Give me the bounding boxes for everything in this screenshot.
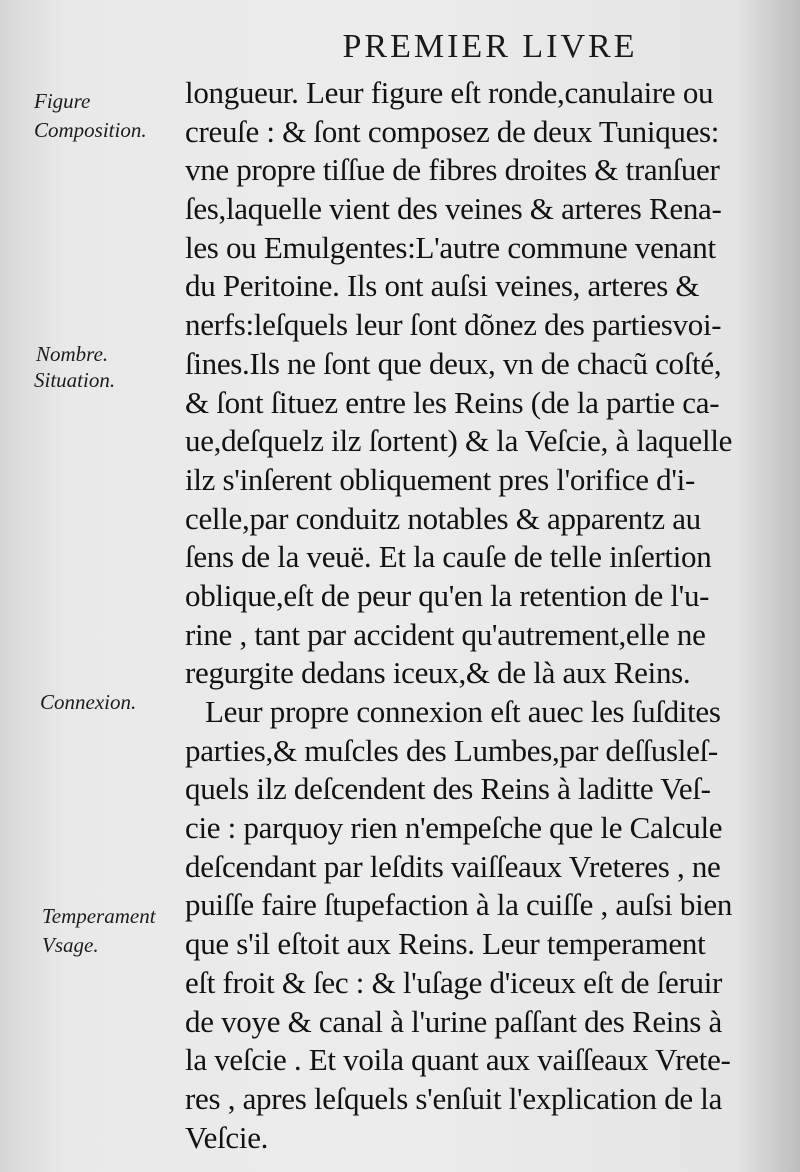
margin-note-situation: Situation.: [34, 368, 116, 392]
running-head: PREMIER LIVRE: [342, 28, 638, 65]
text-line: ue,deſquelz ilz ſortent) & la Veſcie, à laquelle: [185, 423, 733, 459]
text-line: oblique,eſt de peur qu'en la retention de l'u-: [185, 577, 710, 613]
text-line: longueur. Leur figure eſt ronde,canulaire ou: [185, 75, 714, 110]
margin-note-connexion: Connexion.: [40, 690, 137, 714]
text-line-paragraph-start: Leur propre connexion eſt auec les ſuſdites: [205, 694, 721, 729]
text-line: de voye & canal à l'urine paſſant des Reins à: [185, 1003, 722, 1039]
text-line: cie : parquoy rien n'empeſche que le Calcule: [185, 810, 723, 846]
text-line: les ou Emulgentes:L'autre commune venant: [185, 229, 716, 265]
text-line: ſines.Ils ne ſont que deux, vn de chacũ coſté,: [185, 345, 722, 381]
text-line: regurgite dedans iceux,& de là aux Reins.: [185, 655, 691, 691]
text-line: que s'il eſtoit aux Reins. Leur temperament: [185, 926, 706, 962]
body-text: [185, 74, 775, 1157]
text-line: du Peritoine. Ils ont auſsi veines, arteres &: [185, 268, 700, 304]
text-line: ilz s'inſerent obliquement pres l'orifice d'i-: [185, 461, 695, 497]
text-line: ſens de la veuë. Et la cauſe de telle inſertion: [185, 539, 712, 575]
text-line: ſes,laquelle vient des veines & arteres Rena-: [185, 191, 722, 227]
text-line: rine , tant par accident qu'autrement,elle ne: [185, 616, 706, 652]
margin-note-composition: Composition.: [34, 118, 147, 142]
text-line: parties,& muſcles des Lumbes,par deſſusleſ-: [185, 732, 718, 768]
margin-note-vsage: Vsage.: [42, 933, 99, 957]
text-line: la veſcie . Et voila quant aux vaiſſeaux Vrete-: [185, 1042, 731, 1078]
text-line: creuſe : & ſont composez de deux Tuniques:: [185, 113, 720, 149]
text-line: & ſont ſituez entre les Reins (de la partie ca-: [185, 384, 720, 420]
margin-note-nombre: Nombre.: [36, 342, 109, 366]
text-line: deſcendant par leſdits vaiſſeaux Vreteres , ne: [185, 848, 721, 884]
text-line: Veſcie.: [185, 1119, 269, 1155]
text-line: eſt froit & ſec : & l'uſage d'iceux eſt de ſeruir: [185, 964, 723, 1000]
margin-note-figure: Figure: [34, 89, 91, 113]
text-line: puiſſe faire ſtupefaction à la cuiſſe , auſsi bien: [185, 887, 733, 923]
text-line: res , apres leſquels s'enſuit l'explication de la: [185, 1080, 723, 1116]
text-line: vne propre tiſſue de fibres droites & tranſuer: [185, 152, 720, 188]
text-line: nerfs:leſquels leur ſont dõnez des partiesvoi-: [185, 307, 722, 343]
text-line: celle,par conduitz notables & apparentz au: [185, 500, 701, 536]
margin-note-temperament: Temperament: [42, 904, 156, 928]
text-line: quels ilz deſcendent des Reins à laditte Veſ-: [185, 771, 711, 807]
